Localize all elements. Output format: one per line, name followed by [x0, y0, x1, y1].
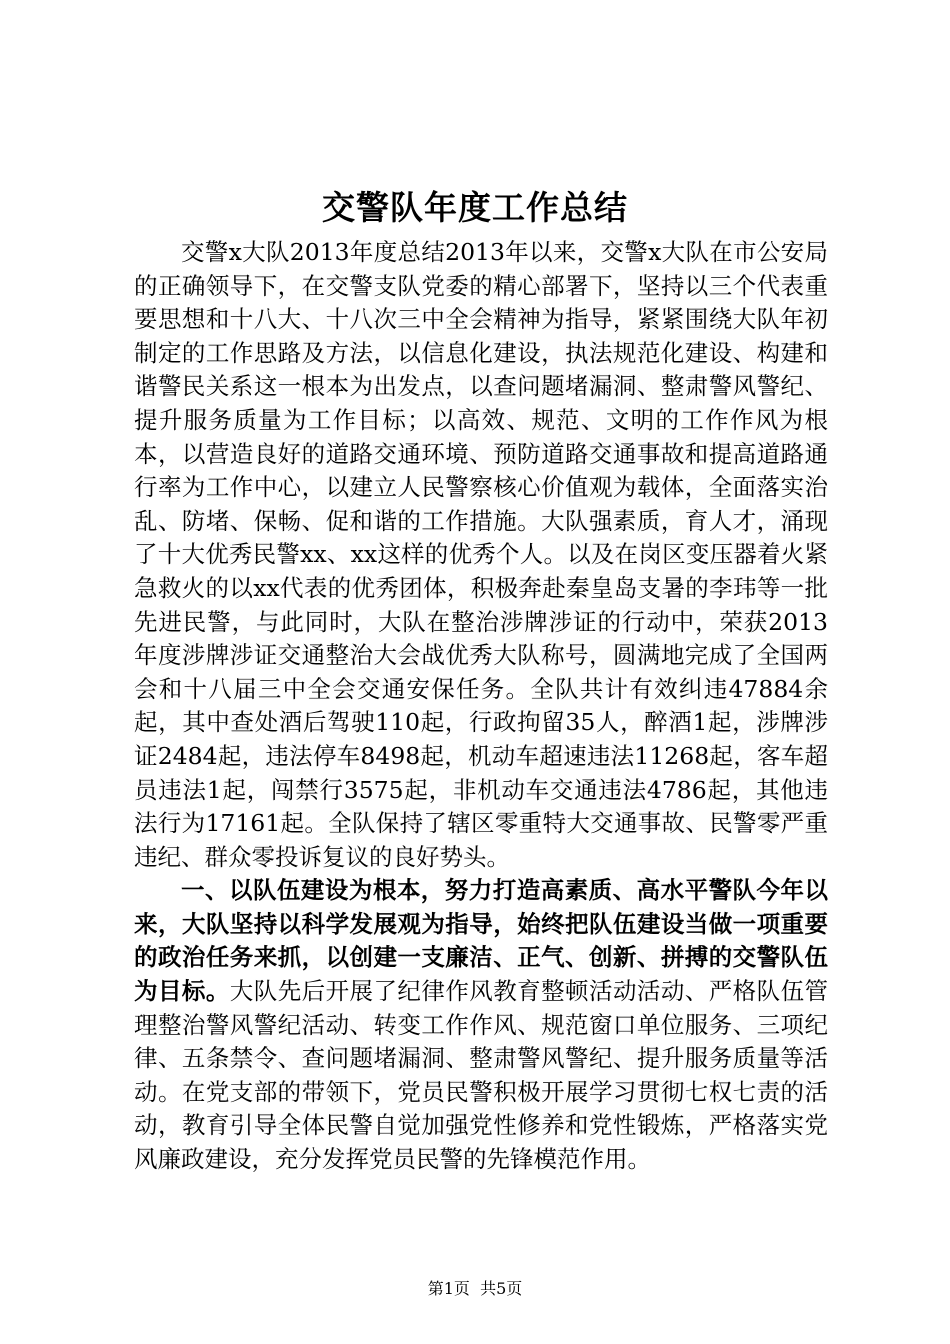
- page-footer: [0, 1278, 950, 1300]
- paragraph-summary: [134, 236, 828, 874]
- paragraph-text: 交警x大队2013年度总结2013年以来，交警x大队在市公安局的正确领导下，在交警支队党委的精心部署下，坚持以三个代表重要思想和十八大、十八次三中全会精神为指导，紧紧围绕大队年初制定的工作思路及方法，以信息化建设，执法规范化建设、构建和谐警民关系这一根本为出发点，以查问题堵漏洞、整肃警风警纪、提升服务质量为工作目标；以高效、规范、文明的工作作风为根本，以营造良好的道路交通环境、预防道路交通事故和提高道路通行率为工作中心，以建立人民警察核心价值观为载体，全面落实治乱、防堵、保畅、促和谐的工作措施。大队强素质，育人才，涌现了十大优秀民警xx、xx这样的优秀个人。以及在岗区变压器着火紧急救火的以xx代表的优秀团体，积极奔赴秦皇岛支暑的李玮等一批先进民警，与此同时，大队在整治涉牌涉证的行动中，荣获2013年度涉牌涉证交通整治大会战优秀大队称号，圆满地完成了全国两会和十八届三中全会交通安保任务。全队共计有效纠违47884余起，其中查处酒后驾驶110起，行政拘留35人，醉酒1起，涉牌涉证2484起，违法停车8498起，机动车超速违法11268起，客车超员违法1起，闯禁行3575起，非机动车交通违法4786起，其他违法行为17161起。全队保持了辖区零重特大交通事故、民警零严重违纪、群众零投诉复议的良好势头。: [134, 238, 828, 871]
- document-body: [134, 236, 828, 1177]
- page-number: 第1页: [427, 1279, 470, 1298]
- paragraph-text: 大队先后开展了纪律作风教育整顿活动活动、严格队伍管理整治警风警纪活动、转变工作作风、规范窗口单位服务、三项纪律、五条禁令、查问题堵漏洞、整肃警风警纪、提升服务质量等活动。在党支部的带领下，党员民警积极开展学习贯彻七权七责的活动，教育引导全体民警自觉加强党性修养和党性锻炼，严格落实党风廉政建设，充分发挥党员民警的先锋模范作用。: [134, 977, 829, 1174]
- paragraph-lead: 一、以队伍建设为根本，努力打造高素质、高水平警队今年以来，大队坚持以科学发展观为指导，始终把队伍建设当做一项重要的政治任务来抓，以创建一支廉洁、正气、创新、拼搏的交警队伍为目标。: [134, 876, 828, 1006]
- document-title: 交警队年度工作总结: [322, 188, 628, 227]
- page-total: 共5页: [480, 1279, 523, 1298]
- paragraph-team-building: [134, 874, 828, 1176]
